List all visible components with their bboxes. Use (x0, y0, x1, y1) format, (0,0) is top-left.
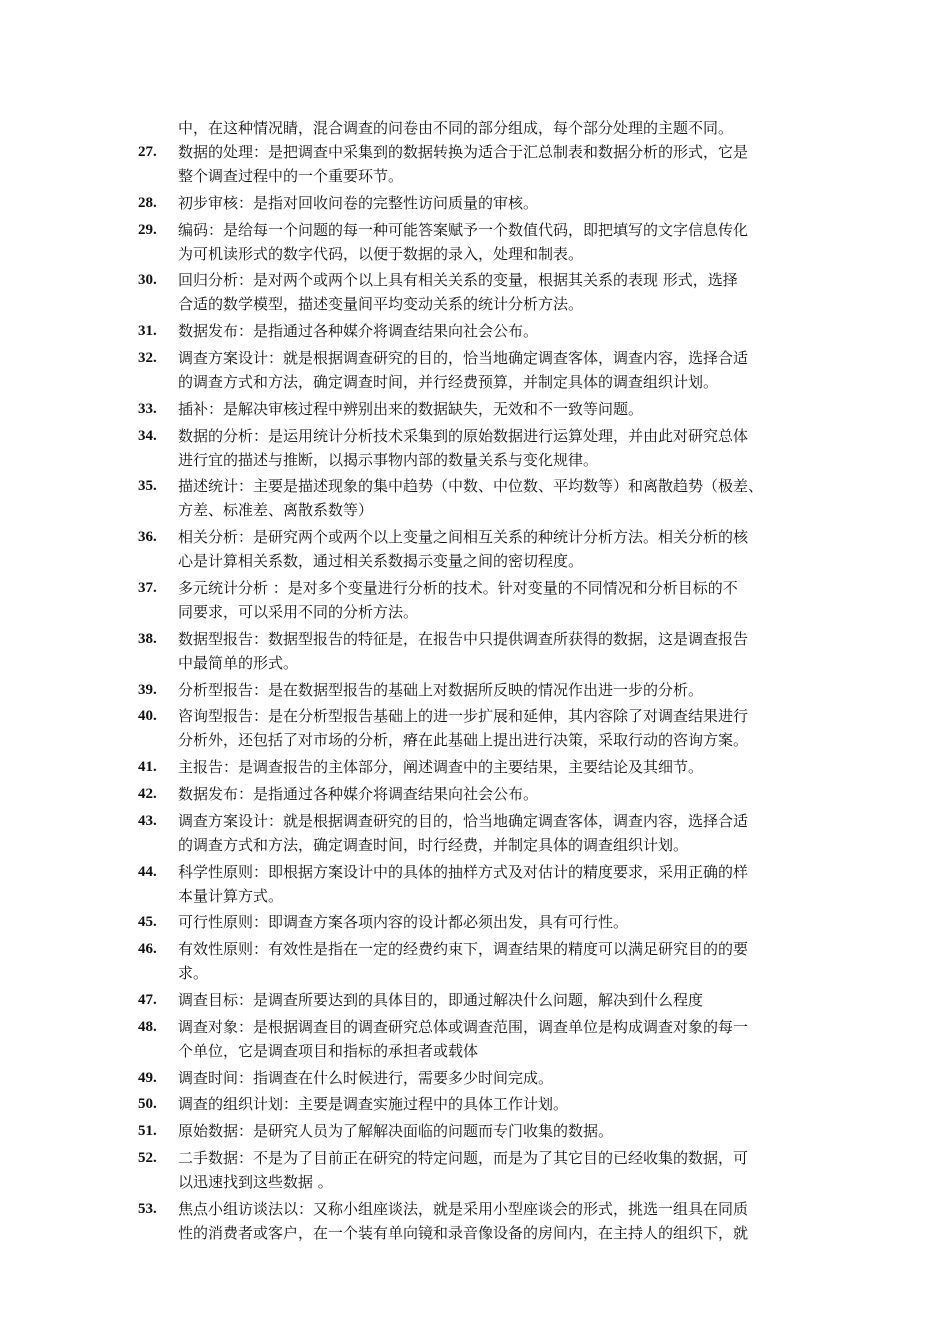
item-number: 35. (138, 478, 157, 495)
list-item (0, 782, 810, 806)
item-number: 34. (138, 427, 157, 444)
list-item (0, 809, 810, 857)
item-text-line: 编码：是给每一个问题的每一种可能答案赋予一个数值代码，即把填写的文字信息传化 (178, 220, 749, 239)
item-text-line: 方差、标准差、离散系数等） (178, 501, 374, 520)
item-number: 38. (138, 630, 157, 647)
item-text-line: 分析型报告：是在数据型报告的基础上对数据所反映的情况作出进一步的分析。 (178, 680, 704, 699)
item-number: 44. (138, 863, 157, 880)
item-text-line: 分析外，还包括了对市场的分析，瘠在此基础上提出进行决策，采取行动的咨询方案。 (178, 731, 749, 750)
item-text-line: 个单位，它是调查项目和指标的承担者或载体 (178, 1041, 479, 1060)
item-text-line: 有效性原则：有效性是指在一定的经费约束下，调查结果的精度可以满足研究目的的要 (178, 940, 749, 959)
item-text-line: 同要求，可以采用不同的分析方法。 (178, 602, 419, 621)
item-number: 39. (138, 681, 157, 698)
item-text-line: 数据型报告：数据型报告的特征是，在报告中只提供调查所获得的数据，这是调查报告 (178, 629, 749, 648)
item-number: 47. (138, 991, 157, 1008)
item-text-line: 的调查方式和方法，确定调查时间，并行经费预算，并制定具体的调查组织计划。 (178, 372, 719, 391)
definition-list (0, 140, 950, 1248)
item-text-line: 以迅速找到这些数据 。 (178, 1172, 333, 1191)
item-text-line: 进行宜的描述与推断，以揭示事物内部的数量关系与变化规律。 (178, 450, 599, 469)
list-item (0, 755, 810, 779)
item-number: 40. (138, 708, 157, 725)
item-number: 48. (138, 1018, 157, 1035)
item-number: 51. (138, 1123, 157, 1140)
item-text-line: 多元统计分析 ：是对多个变量进行分析的技术。针对变量的不同情况和分析目标的不 (178, 578, 738, 597)
item-number: 43. (138, 812, 157, 829)
list-item (0, 319, 810, 343)
list-item (0, 424, 810, 472)
list-item (0, 1015, 810, 1063)
item-text-line: 二手数据：不是为了目前正在研究的特定问题，而是为了其它目的已经收集的数据，可 (178, 1148, 749, 1167)
item-text-line: 数据发布：是指通过各种媒介将调查结果向社会公布。 (178, 322, 539, 341)
continuation-text: 中，在这种情况睛，混合调查的问卷由不同的部分组成，每个部分处理的主题不同。 (178, 119, 734, 137)
list-item (0, 474, 810, 522)
item-text-line: 科学性原则：即根据方案设计中的具体的抽样方式及对估计的精度要求，采用正确的样 (178, 862, 749, 881)
item-text-line: 调查方案设计：就是根据调查研究的目的，恰当地确定调查客体，调查内容，选择合适 (178, 348, 749, 367)
item-number: 45. (138, 914, 157, 931)
item-number: 52. (138, 1149, 157, 1166)
item-text-line: 焦点小组访谈法以：又称小组座谈法，就是采用小型座谈会的形式，挑选一组具在同质 (178, 1199, 749, 1218)
item-number: 31. (138, 323, 157, 340)
list-item (0, 1092, 810, 1116)
item-number: 28. (138, 194, 157, 211)
item-number: 42. (138, 785, 157, 802)
item-number: 37. (138, 579, 157, 596)
item-text-line: 为可机读形式的数字代码，以便于数据的录入，处理和制表。 (178, 244, 584, 263)
list-item (0, 1197, 810, 1245)
item-number: 29. (138, 221, 157, 238)
item-number: 50. (138, 1096, 157, 1113)
list-item (0, 397, 810, 421)
list-item (0, 218, 810, 266)
list-item (0, 910, 810, 934)
item-text-line: 心是计算相关系数，通过相关系数揭示变量之间的密切程度。 (178, 552, 584, 571)
item-text-line: 描述统计：主要是描述现象的集中趋势（中数、中位数、平均数等）和离散趋势（极差、 (178, 477, 764, 496)
item-text-line: 的调查方式和方法，确定调查时间，时行经费，并制定具体的调查组织计划。 (178, 835, 689, 854)
item-text-line: 调查目标：是调查所要达到的具体目的，即通过解决什么问题，解决到什么程度 (178, 990, 704, 1009)
item-text-line: 咨询型报告：是在分析型报告基础上的进一步扩展和延伸，其内容除了对调查结果进行 (178, 707, 749, 726)
item-text-line: 主报告：是调查报告的主体部分，阐述调查中的主要结果，主要结论及其细节。 (178, 758, 704, 777)
item-text-line: 相关分析：是研究两个或两个以上变量之间相互关系的种统计分析方法。相关分析的核 (178, 528, 749, 547)
item-text-line: 整个调查过程中的一个重要环节。 (178, 167, 404, 185)
item-text-line: 数据的分析：是运用统计分析技术采集到的原始数据进行运算处理，并由此对研究总体 (178, 426, 749, 445)
item-number: 36. (138, 529, 157, 546)
item-number: 46. (138, 941, 157, 958)
item-text-line: 数据发布：是指通过各种媒介将调查结果向社会公布。 (178, 784, 539, 803)
item-text-line: 数据的处理：是把调查中采集到的数据转换为适合于汇总制表和数据分析的形式，它是 (178, 143, 749, 161)
list-item (0, 988, 810, 1012)
item-text-line: 求。 (178, 964, 209, 983)
list-item (0, 576, 810, 624)
item-number: 49. (138, 1069, 157, 1086)
list-item (0, 346, 810, 394)
item-text-line: 性的消费者或客户，在一个装有单向镜和录音像设备的房间内，在主持人的组织下，就 (178, 1223, 749, 1242)
item-text-line: 可行性原则：即调查方案各项内容的设计都必须出发，具有可行性。 (178, 913, 629, 932)
list-item (0, 140, 810, 188)
item-text-line: 回归分析：是对两个或两个以上具有相关关系的变量，根据其关系的表现 形式，选择 (178, 271, 738, 290)
item-text-line: 调查的组织计划：主要是调查实施过程中的具体工作计划。 (178, 1095, 569, 1114)
list-item (0, 525, 810, 573)
item-number: 27. (138, 144, 157, 160)
list-item (0, 678, 810, 702)
list-item (0, 1146, 810, 1194)
list-item (0, 1066, 810, 1090)
list-item (0, 268, 810, 316)
item-text-line: 原始数据：是研究人员为了解解决面临的问题而专门收集的数据。 (178, 1122, 614, 1141)
list-item (0, 860, 810, 908)
item-text-line: 插补：是解决审核过程中辨别出来的数据缺失，无效和不一致等问题。 (178, 399, 644, 418)
item-text-line: 调查时间：指调查在什么时候进行，需要多少时间完成。 (178, 1068, 554, 1087)
item-text-line: 本量计算方式。 (178, 886, 284, 905)
item-number: 41. (138, 759, 157, 776)
item-number: 32. (138, 349, 157, 366)
item-text-line: 调查方案设计：就是根据调查研究的目的，恰当地确定调查客体，调查内容，选择合适 (178, 811, 749, 830)
list-item (0, 191, 810, 215)
item-number: 53. (138, 1200, 157, 1217)
list-item (0, 704, 810, 752)
list-item (0, 1119, 810, 1143)
item-text-line: 中最简单的形式。 (178, 653, 299, 672)
list-item (0, 937, 810, 985)
item-text-line: 合适的数学模型，描述变量间平均变动关系的统计分析方法。 (178, 295, 584, 314)
item-number: 30. (138, 272, 157, 289)
item-text-line: 初步审核：是指对回收问卷的完整性访问质量的审核。 (178, 193, 539, 212)
list-item (0, 627, 810, 675)
item-number: 33. (138, 400, 157, 417)
item-text-line: 调查对象：是根据调查目的调查研究总体或调查范围，调查单位是构成调查对象的每一 (178, 1017, 749, 1036)
